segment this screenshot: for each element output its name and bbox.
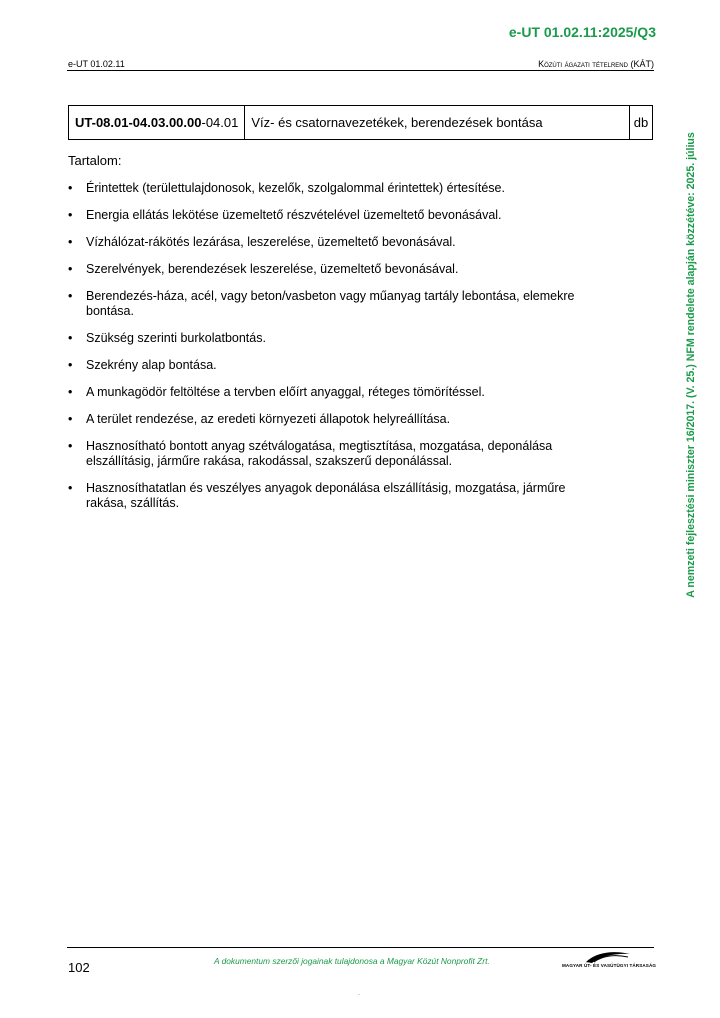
item-code-suffix: -04.01 (201, 115, 239, 130)
copyright-notice: A dokumentum szerzői jogainak tulajdonosa a Magyar Közút Nonprofit Zrt. (214, 956, 490, 966)
list-item-text: Szekrény alap bontása. (86, 358, 217, 372)
bullet-icon: • (68, 358, 73, 372)
bullet-icon: • (68, 262, 73, 276)
scan-mark: - (358, 992, 360, 998)
list-item (68, 331, 588, 346)
item-title-cell: Víz- és csatornavezetékek, berendezések bontása (245, 106, 630, 140)
list-item-text: Hasznosítható bontott anyag szétválogatása, megtisztítása, mozgatása, deponálása elszállításig, járműre rakása, rakodással, szakszerű deponálással. (86, 439, 553, 468)
list-item (68, 481, 588, 511)
page-number: 102 (68, 960, 90, 975)
bullet-icon: • (68, 235, 73, 249)
list-item (68, 181, 588, 196)
item-table (68, 105, 653, 140)
item-unit-cell: db (630, 106, 653, 140)
list-item-text: Szerelvények, berendezések leszerelése, üzemeltető bevonásával. (86, 262, 459, 276)
list-item-text: A terület rendezése, az eredeti környezeti állapotok helyreállítása. (86, 412, 451, 426)
bullet-icon: • (68, 481, 73, 495)
list-item-text: Vízhálózat-rákötés lezárása, leszerelése, üzemeltető bevonásával. (86, 235, 456, 249)
list-item-text: Energia ellátás lekötése üzemeltető részvételével üzemeltető bevonásával. (86, 208, 502, 222)
list-item-text: Hasznosíthatatlan és veszélyes anyagok deponálása elszállításig, mozgatása, járműre rakása, szállítás. (86, 481, 566, 510)
content-list (68, 181, 588, 523)
bullet-icon: • (68, 289, 73, 303)
list-item-text: Érintettek (területtulajdonosok, kezelők, szolgalommal érintettek) értesítése. (86, 181, 505, 195)
header-left-code: e-UT 01.02.11 (68, 59, 125, 69)
logo-text: MAGYAR ÚT- ÉS VASÚTÜGYI TÁRSASÁG (562, 963, 657, 968)
list-item (68, 289, 588, 319)
list-item (68, 208, 588, 223)
header-right-title (538, 59, 654, 69)
list-item (68, 412, 588, 427)
list-item-text: A munkagödör feltöltése a tervben előírt anyaggal, réteges tömörítéssel. (86, 385, 485, 399)
bullet-icon: • (68, 412, 73, 426)
list-item-text: Szükség szerinti burkolatbontás. (86, 331, 266, 345)
list-item (68, 358, 588, 373)
header-right-title-text: Közúti ágazati tételrend (538, 59, 628, 69)
bullet-icon: • (68, 439, 73, 453)
company-logo (562, 950, 657, 972)
bullet-icon: • (68, 385, 73, 399)
bullet-icon: • (68, 208, 73, 222)
item-code-cell (69, 106, 245, 140)
item-row (69, 106, 653, 140)
road-logo-icon (584, 950, 632, 964)
document-code: e-UT 01.02.11:2025/Q3 (508, 24, 656, 40)
list-item (68, 235, 588, 250)
header-right-abbrev: (KÁT) (630, 59, 654, 69)
header-divider (67, 70, 654, 71)
item-code-main: UT-08.01-04.03.00.00 (75, 115, 202, 130)
list-item (68, 262, 588, 277)
bullet-icon: • (68, 331, 73, 345)
side-publication-note-text: A nemzeti fejlesztési miniszter 16/2017. (V. 25.) NFM rendelete alapján közzétéve: 2025. július (685, 132, 697, 598)
footer-divider (67, 947, 654, 948)
list-item (68, 385, 588, 400)
bullet-icon: • (68, 181, 73, 195)
content-title: Tartalom: (68, 153, 122, 168)
list-item (68, 439, 588, 469)
list-item-text: Berendezés-háza, acél, vagy beton/vasbeton vagy műanyag tartály lebontása, elemekre bontása. (86, 289, 575, 318)
